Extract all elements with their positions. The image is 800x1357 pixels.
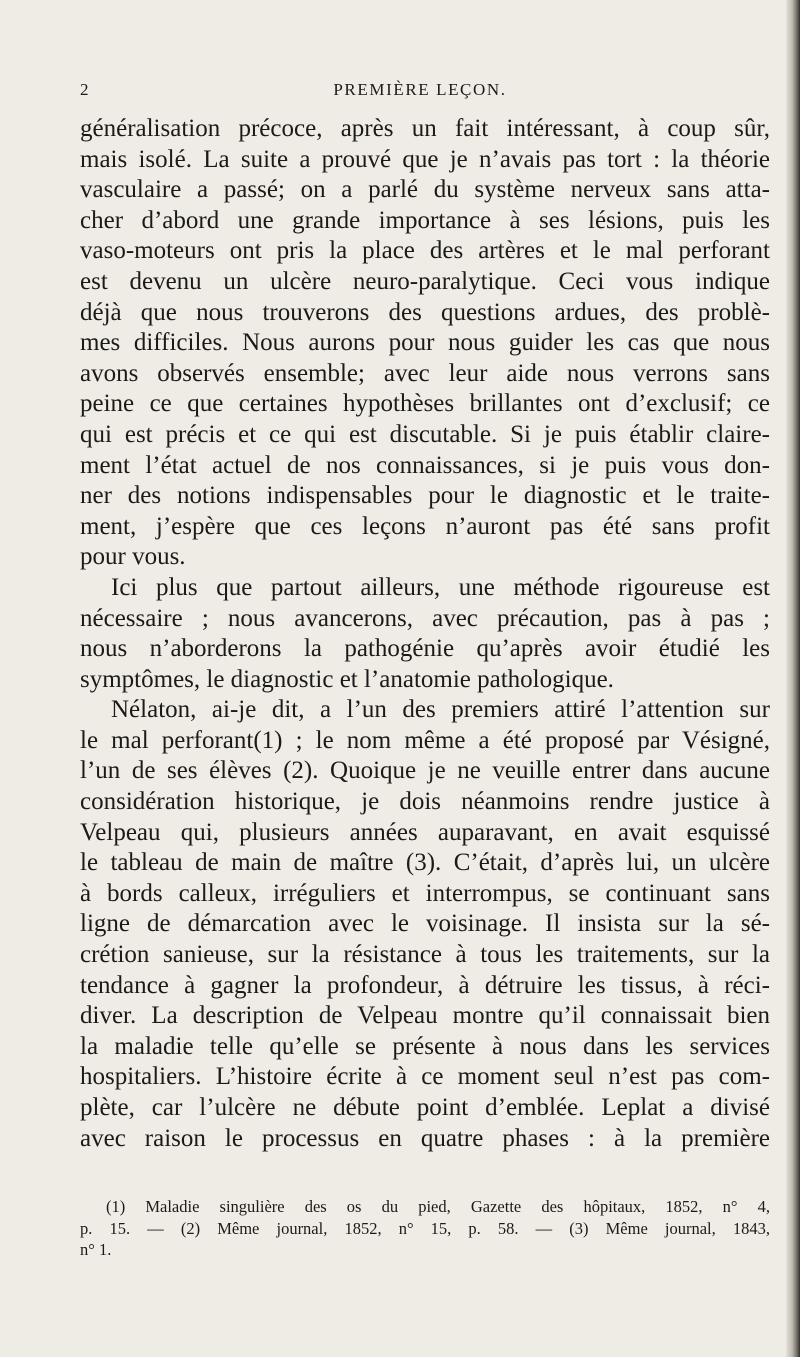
text-line: symptômes, le diagnostic et l’anatomie pathologique. — [80, 665, 614, 693]
text-line: pour vous. — [80, 543, 186, 571]
text-line: hospitaliers. L’histoire écrite à ce moment seul n’est pas com- — [80, 1063, 770, 1091]
text-line: l’un de ses élèves (2). Quoique je ne veuille entrer dans aucune — [80, 757, 770, 785]
footnotes — [80, 1196, 770, 1261]
text-line: peine ce que certaines hypothèses brillantes ont d’exclusif; ce — [80, 390, 770, 418]
text-line: Velpeau qui, plusieurs années auparavant, en avait esquissé — [80, 818, 770, 846]
text-line: Ici plus que partout ailleurs, une méthode rigoureuse est — [111, 573, 770, 601]
running-head — [80, 80, 760, 106]
text-line: déjà que nous trouverons des questions ardues, des problè- — [80, 298, 770, 326]
page-number: 2 — [80, 80, 91, 99]
text-line: ligne de démarcation avec le voisinage. Il insista sur la sé- — [80, 910, 770, 938]
text-line: le tableau de main de maître (3). C’était, d’après lui, un ulcère — [80, 849, 770, 877]
text-line: généralisation précoce, après un fait intéressant, à coup sûr, — [80, 115, 770, 142]
footnote-line: n° 1. — [80, 1240, 112, 1259]
text-line: avec raison le processus en quatre phases : à la première — [80, 1124, 770, 1152]
footnote-line: (1) Maladie singulière des os du pied, Gazette des hôpitaux, 1852, n° 4, — [106, 1197, 770, 1216]
text-line: la maladie telle qu’elle se présente à nous dans les services — [80, 1032, 770, 1060]
text-line: vasculaire a passé; on a parlé du système nerveux sans atta- — [80, 176, 770, 204]
text-line: crétion sanieuse, sur la résistance à tous les traitements, sur la — [80, 941, 770, 969]
text-line: tendance à gagner la profondeur, à détruire les tissus, à réci- — [80, 971, 770, 999]
text-line: mais isolé. La suite a prouvé que je n’avais pas tort : la théorie — [80, 145, 770, 173]
body-text — [80, 114, 770, 1154]
text-line: ment, j’espère que ces leçons n’auront pas été sans profit — [80, 512, 770, 540]
text-line: ment l’état actuel de nos connaissances, si je puis vous don- — [80, 451, 770, 479]
text-line: plète, car l’ulcère ne débute point d’emblée. Leplat a divisé — [80, 1094, 770, 1121]
text-line: cher d’abord une grande importance à ses lésions, puis les — [80, 206, 770, 234]
text-line: vaso-moteurs ont pris la place des artères et le mal perforant — [80, 237, 770, 265]
text-line: mes difficiles. Nous aurons pour nous guider les cas que nous — [80, 329, 770, 357]
text-line: nécessaire ; nous avancerons, avec précaution, pas à pas ; — [80, 604, 770, 632]
text-line: considération historique, je dois néanmoins rendre justice à — [80, 788, 770, 816]
book-spine-shadow — [786, 0, 800, 1357]
footnote-line: p. 15. — (2) Même journal, 1852, n° 15, p. 58. — (3) Même journal, 1843, — [80, 1218, 770, 1238]
text-line: avons observés ensemble; avec leur aide nous verrons sans — [80, 359, 770, 387]
text-line: qui est précis et ce qui est discutable. Si je puis établir claire- — [80, 420, 770, 448]
text-line: le mal perforant(1) ; le nom même a été proposé par Vésigné, — [80, 726, 770, 754]
text-line: diver. La description de Velpeau montre qu’il connaissait bien — [80, 1002, 770, 1030]
text-line: nous n’aborderons la pathogénie qu’après avoir étudié les — [80, 635, 770, 663]
text-line: à bords calleux, irréguliers et interrompus, se continuant sans — [80, 879, 770, 907]
text-line: Nélaton, ai-je dit, a l’un des premiers attiré l’attention sur — [111, 696, 770, 724]
chapter-title: PREMIÈRE LEÇON. — [333, 80, 507, 99]
text-line: est devenu un ulcère neuro-paralytique. Ceci vous indique — [80, 267, 770, 295]
text-line: ner des notions indispensables pour le diagnostic et le traite- — [80, 482, 770, 510]
